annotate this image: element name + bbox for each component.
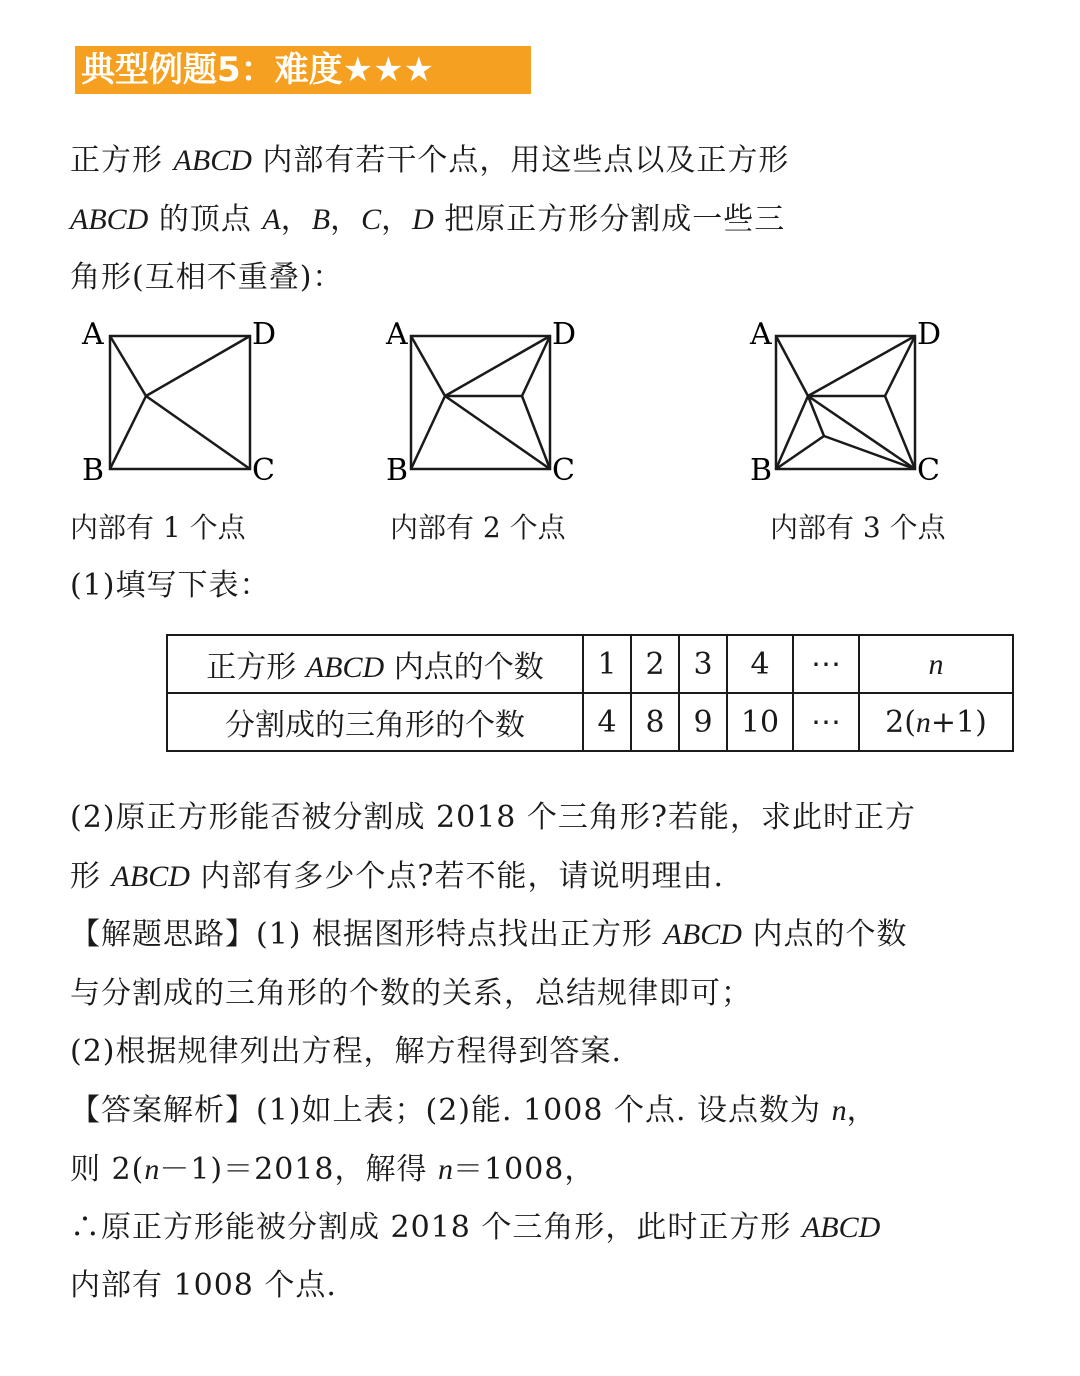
vertex-label-a: A	[750, 318, 772, 352]
table-cell: 1	[583, 635, 631, 693]
table-cell: ⋯	[793, 693, 859, 751]
question-2-line-2: 形 ABCD 内部有多少个点?若不能，请说明理由.	[70, 859, 725, 894]
table-header-cell: 正方形 ABCD 内点的个数	[167, 635, 583, 693]
segment	[110, 336, 146, 396]
figure-caption-1: 内部有 1 个点	[70, 511, 246, 544]
vertex-label-c: C	[552, 453, 575, 488]
table-cell: 9	[679, 693, 727, 751]
figure-caption-3: 内部有 3 个点	[770, 511, 946, 544]
square-diagram-3	[746, 318, 956, 493]
question-2-line-1: (2)原正方形能否被分割成 2018 个三角形?若能，求此时正方	[70, 800, 916, 835]
intro-line-2: ABCD 的顶点 A，B，C，D 把原正方形分割成一些三	[70, 202, 786, 237]
vertex-label-a: A	[386, 318, 408, 352]
segment	[110, 396, 146, 469]
square-diagram-1	[78, 318, 288, 493]
square-diagram-2	[382, 318, 592, 493]
intro-line-3: 角形(互相不重叠)：	[70, 260, 344, 295]
intro-line-1: 正方形 ABCD 内部有若干个点，用这些点以及正方形	[70, 143, 790, 178]
vertex-label-d: D	[252, 318, 277, 352]
figure-two-points	[382, 318, 592, 493]
table-row	[167, 693, 1013, 751]
table-cell: 4	[727, 635, 793, 693]
segment	[146, 336, 250, 396]
figure-three-points	[746, 318, 956, 493]
segment	[411, 396, 445, 469]
table-cell: 3	[679, 635, 727, 693]
table-cell: 10	[727, 693, 793, 751]
segment	[445, 396, 550, 469]
figure-caption-2: 内部有 2 个点	[390, 511, 566, 544]
square-abcd	[110, 336, 250, 469]
segment	[445, 336, 550, 396]
table-cell: 4	[583, 693, 631, 751]
points-triangles-table	[166, 634, 1014, 752]
square-abcd	[411, 336, 550, 469]
table-header-cell: 分割成的三角形的个数	[167, 693, 583, 751]
table-cell: n	[859, 635, 1013, 693]
table-cell: ⋯	[793, 635, 859, 693]
vertex-label-b: B	[386, 453, 409, 488]
table-row	[167, 635, 1013, 693]
table-cell: 8	[631, 693, 679, 751]
idea-line-3: (2)根据规律列出方程，解方程得到答案.	[70, 1034, 623, 1069]
idea-line-1: 【解题思路】(1) 根据图形特点找出正方形 ABCD 内点的个数	[70, 917, 908, 952]
answer-line-2: 则 2(n－1)＝2018，解得 n＝1008，	[70, 1152, 596, 1187]
answer-line-4: 内部有 1008 个点.	[70, 1268, 337, 1303]
answer-line-1: 【答案解析】(1)如上表；(2)能. 1008 个点. 设点数为 n，	[70, 1093, 878, 1128]
segment	[146, 396, 250, 469]
vertex-label-d: D	[917, 318, 942, 352]
example-title-banner: 典型例题5：难度★★★	[75, 46, 531, 94]
segment	[411, 336, 445, 396]
vertex-label-c: C	[252, 453, 275, 488]
segment	[824, 436, 915, 469]
vertex-label-b: B	[82, 453, 105, 488]
answer-line-3: ∴原正方形能被分割成 2018 个三角形，此时正方形 ABCD	[70, 1210, 881, 1245]
figure-one-point	[78, 318, 288, 493]
vertex-label-b: B	[750, 453, 773, 488]
question-1: (1)填写下表：	[70, 568, 271, 603]
table-cell: 2(n+1)	[859, 693, 1013, 751]
square-abcd	[776, 336, 915, 469]
vertex-label-d: D	[552, 318, 577, 352]
segment	[776, 336, 808, 396]
vertex-label-c: C	[917, 453, 940, 488]
idea-line-2: 与分割成的三角形的个数的关系，总结规律即可；	[70, 976, 752, 1011]
table-cell: 2	[631, 635, 679, 693]
vertex-label-a: A	[82, 318, 104, 352]
